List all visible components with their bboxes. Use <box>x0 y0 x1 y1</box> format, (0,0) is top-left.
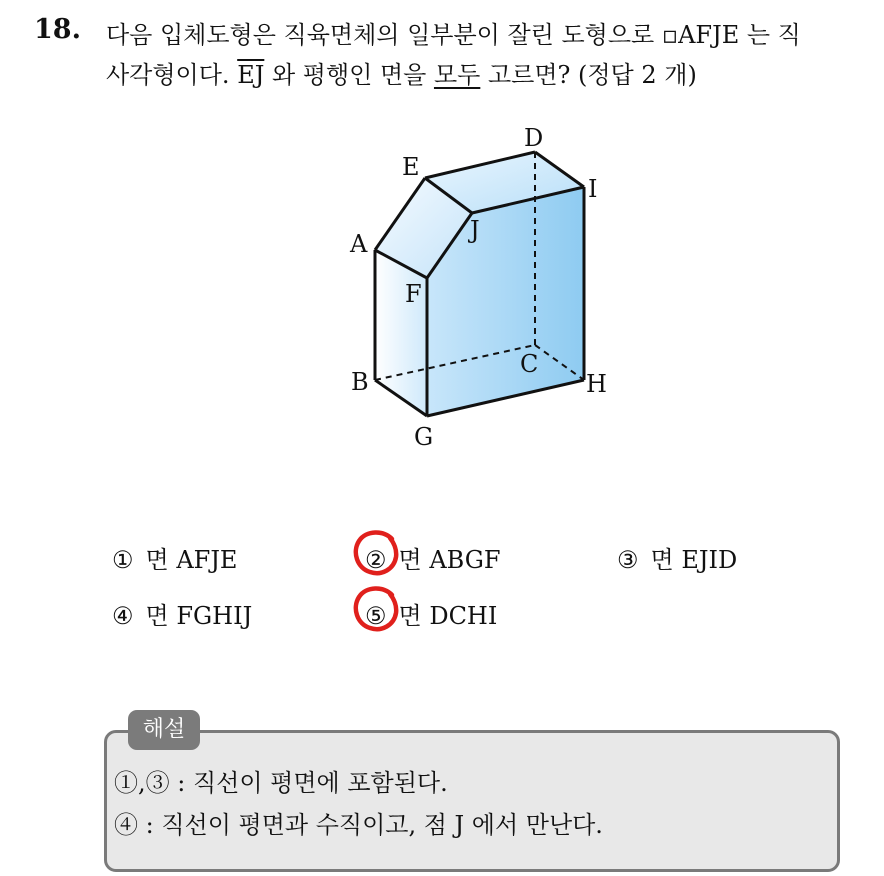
explanation-box <box>104 730 840 872</box>
label-f: F <box>405 280 422 308</box>
choice-5-text: 면 DCHI <box>398 602 498 630</box>
question-line-2-mid: 와 평행인 면을 <box>264 61 434 89</box>
choice-4-text: 면 FGHIJ <box>145 602 253 630</box>
segment-ej: $\overline{EJ}$ <box>237 61 265 89</box>
choice-3-text: 면 EJID <box>650 546 738 574</box>
choice-3-number: ③ <box>617 546 639 574</box>
choice-4[interactable] <box>112 596 252 631</box>
label-d: D <box>524 124 544 152</box>
question-line-2-prefix: 사각형이다. <box>106 61 238 89</box>
choice-4-number: ④ <box>112 602 134 630</box>
label-e: E <box>402 153 420 181</box>
choice-2-text: 면 ABGF <box>398 546 501 574</box>
explanation-line-2: ④ : 직선이 평면과 수직이고, 점 J 에서 만난다. <box>114 811 603 839</box>
label-j: J <box>470 216 480 244</box>
question-line-1: 다음 입체도형은 직육면체의 일부분이 잘린 도형으로 ▫AFJE 는 직 <box>106 21 801 49</box>
choice-1-text: 면 AFJE <box>145 546 238 574</box>
label-b: B <box>351 368 369 396</box>
label-a: A <box>350 230 368 258</box>
question-line-2-suffix: 고르면? (정답 2 개) <box>480 61 697 89</box>
choice-1[interactable] <box>112 540 237 575</box>
label-c: C <box>520 350 539 378</box>
label-g: G <box>414 423 434 451</box>
explanation-tab: 해설 <box>128 710 200 750</box>
answer-mark-2 <box>350 526 402 578</box>
label-h: H <box>586 370 607 398</box>
choice-1-number: ① <box>112 546 134 574</box>
answer-mark-5-stroke <box>356 588 396 629</box>
label-i: I <box>588 175 598 203</box>
question-number: 18. <box>34 14 81 45</box>
answer-mark-5 <box>350 582 402 634</box>
answer-mark-2-stroke <box>356 532 396 573</box>
explanation-line-1: ①,③ : 직선이 평면에 포함된다. <box>114 769 448 797</box>
choice-5-number: ⑤ <box>365 602 387 630</box>
choice-2-number: ② <box>365 546 387 574</box>
emphasis-all: 모두 <box>433 61 481 89</box>
choice-3[interactable] <box>617 540 737 575</box>
